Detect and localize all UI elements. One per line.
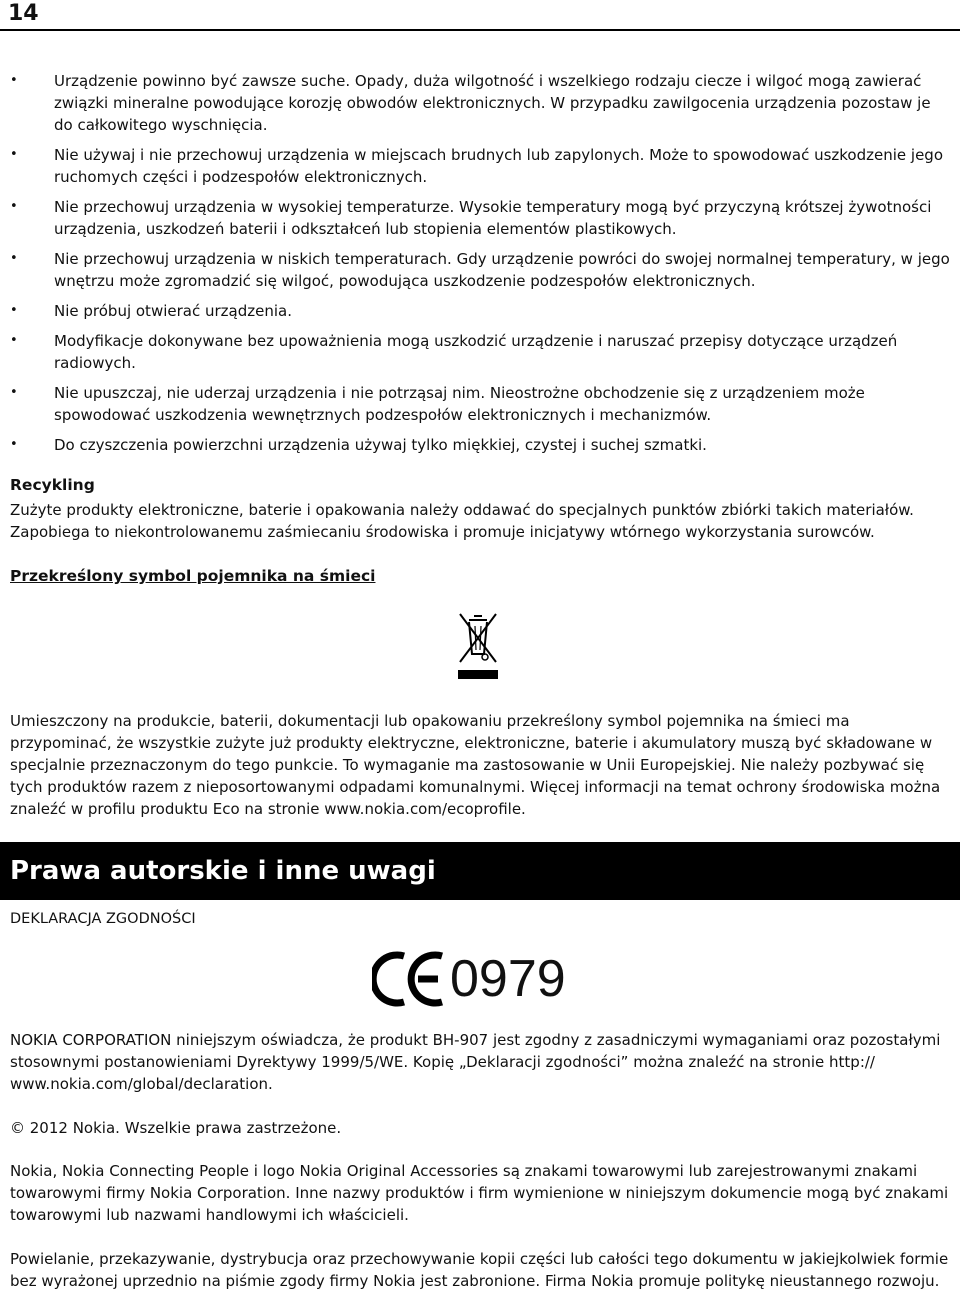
list-item	[0, 248, 960, 292]
recycling-text: Zużyte produkty elektroniczne, baterie i opakowania należy oddawać do specjalnych punktów zbiórki takich materiałów. Zapobiega to niekontrolowanemu zaśmiecaniu środowiska i promuje inicjatywy wtórnego wykorzystania surowców.	[10, 501, 914, 541]
section-title: Prawa autorskie i inne uwagi	[10, 856, 436, 886]
list-item	[0, 70, 960, 136]
list-item	[0, 330, 960, 374]
list-item-text: Nie przechowuj urządzenia w wysokiej temperaturze. Wysokie temperatury mogą być przyczyną krótszej żywotności urządzenia, uszkodzeń baterii i odkształceń lub stopienia elementów plastikowych.	[54, 198, 932, 238]
bullet-icon: •	[10, 385, 18, 400]
list-item	[0, 144, 960, 188]
list-item-text: Urządzenie powinno być zawsze suche. Opady, duża wilgotność i wszelkiego rodzaju ciecze i wilgoć mogą zawierać związki mineralne powodujące korozję obwodów elektronicznych. W przypadku zawilgocenia urządzenia pozostaw je do całkowitego wyschnięcia.	[54, 72, 931, 134]
declaration-text: NOKIA CORPORATION niniejszym oświadcza, że produkt BH-907 jest zgodny z zasadniczymi wymaganiami oraz pozostałymi stosownymi postanowieniami Dyrektywy 1999/5/WE. Kopię „Deklaracji zgodności” można znaleźć na stronie http:// www.nokia.com/global/declaration.	[10, 1031, 941, 1093]
bullet-icon: •	[10, 199, 18, 214]
list-item	[0, 382, 960, 426]
declaration-heading: DEKLARACJA ZGODNOŚCI	[10, 911, 196, 927]
bullet-icon: •	[10, 437, 18, 452]
bullet-icon: •	[10, 303, 18, 318]
section-title-banner	[0, 842, 960, 900]
crossed-bin-heading: Przekreślony symbol pojemnika na śmieci	[10, 567, 376, 585]
list-item	[0, 300, 960, 322]
list-item-text: Modyfikacje dokonywane bez upoważnienia mogą uszkodzić urządzenie i naruszać przepisy dotyczące urządzeń radiowych.	[54, 332, 898, 372]
trademarks-text: Nokia, Nokia Connecting People i logo Nokia Original Accessories są znakami towarowymi lub zarejestrowanymi znakami towarowymi firmy Nokia Corporation. Inne nazwy produktów i firm wymienione w niniejszym dokumencie mogą być znakami towarowymi lub nazwami handlowymi ich właścicieli.	[10, 1162, 949, 1224]
list-item-text: Nie przechowuj urządzenia w niskich temperaturach. Gdy urządzenie powróci do swojej normalnej temperatury, w jego wnętrzu może zgromadzić się wilgoć, powodująca uszkodzenie podzespołów elektronicznych.	[54, 250, 950, 290]
list-item-text: Nie upuszczaj, nie uderzaj urządzenia i nie potrząsaj nim. Nieostrożne obchodzenie się z urządzeniem może spowodować uszkodzenia wewnętrznych podzespołów elektronicznych i mechanizmów.	[54, 384, 865, 424]
copyright-line: © 2012 Nokia. Wszelkie prawa zastrzeżone.	[10, 1119, 342, 1137]
list-item-text: Nie używaj i nie przechowuj urządzenia w miejscach brudnych lub zapylonych. Może to spowodować uszkodzenie jego ruchomych części i podzespołów elektronicznych.	[54, 146, 943, 186]
ce-mark	[372, 946, 592, 1012]
crossed-bin-text: Umieszczony na produkcie, baterii, dokumentacji lub opakowaniu przekreślony symbol pojemnika na śmieci ma przypominać, że wszystkie zużyte już produkty elektryczne, elektroniczne, baterie i akumulatory muszą być składowane w specjalnie przeznaczonym do tego punkcie. To wymaganie ma zastosowanie w Unii Europejskiej. Nie należy pozbywać się tych produktów razem z nieposortowanymi odpadami komunalnymi. Więcej informacji na temat ochrony środowiska można znaleźć w profilu produktu Eco na stronie www.nokia.com/ecoprofile.	[10, 712, 941, 818]
bullet-icon: •	[10, 73, 18, 88]
list-item	[0, 196, 960, 240]
page-header	[0, 0, 960, 30]
list-item-text: Do czyszczenia powierzchni urządzenia używaj tylko miękkiej, czystej i suchej szmatki.	[54, 436, 707, 454]
bullet-icon: •	[10, 333, 18, 348]
recycling-heading: Recykling	[10, 476, 95, 494]
reproduction-text: Powielanie, przekazywanie, dystrybucja oraz przechowywanie kopii części lub całości tego dokumentu w jakiejkolwiek formie bez wyrażonej uprzednio na piśmie zgody firmy Nokia jest zabronione. Firma Nokia promuje politykę nieustannego rozwoju.	[10, 1250, 949, 1290]
page-number: 14	[8, 1, 39, 26]
crossed-out-wheelie-bin-icon	[456, 610, 500, 684]
header-rule	[0, 29, 960, 31]
bullet-icon: •	[10, 251, 18, 266]
ce-notified-body-number: 0979	[450, 950, 566, 1008]
list-item-text: Nie próbuj otwierać urządzenia.	[54, 302, 292, 320]
ce-mark-icon	[372, 946, 446, 1012]
list-item	[0, 434, 960, 456]
care-instructions-list	[0, 70, 960, 464]
bullet-icon: •	[10, 147, 18, 162]
